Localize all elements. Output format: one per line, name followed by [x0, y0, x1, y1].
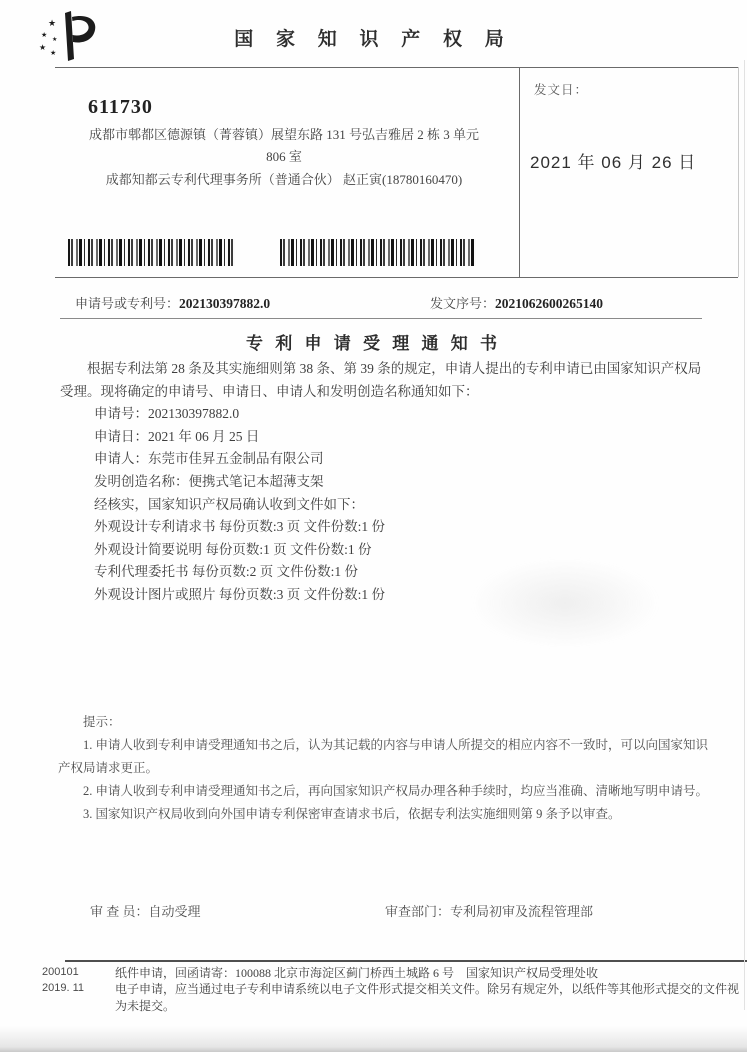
document-item: 外观设计简要说明 每份页数:1 页 文件份数:1 份	[94, 541, 372, 557]
document-item: 外观设计图片或照片 每份页数:3 页 文件份数:1 份	[94, 586, 386, 602]
scan-smudge	[470, 558, 660, 648]
hints-label: 提示：	[83, 715, 121, 729]
department-value: 专利局初审及流程管理部	[450, 904, 594, 919]
hint-item: 3. 国家知识产权局收到向外国申请专利保密审查请求书后，依据专利法实施细则第 9 条予以审查。	[83, 807, 621, 821]
notice-intro: 根据专利法第 28 条及其实施细则第 38 条、第 39 条的规定，申请人提出的专利申请已由国家知识产权局受理。现将确定的申请号、申请日、申请人和发明创造名称通知如下：	[60, 361, 702, 399]
confirm-line: 经核实，国家知识产权局确认收到文件如下：	[94, 496, 364, 512]
examiner-value: 自动受理	[148, 904, 201, 919]
svg-text:★: ★	[39, 43, 47, 52]
department-label: 审查部门：	[385, 904, 451, 919]
footer-form-code: 200101	[42, 966, 79, 978]
dispatch-date-value: 2021 年 06 月 26 日	[530, 153, 697, 172]
footer-paper-filing-note: 纸件申请，回函请寄：100088 北京市海淀区蓟门桥西土城路 6 号 国家知识产权局受理处收	[115, 966, 599, 980]
examiner-label: 审 查 员：	[90, 904, 149, 919]
svg-text:★: ★	[48, 18, 57, 28]
postal-code: 611730	[88, 96, 153, 118]
department-row	[385, 901, 593, 920]
serial-number-value: 2021062600265140	[495, 296, 604, 311]
examiner-row	[90, 901, 201, 920]
hint-item: 1. 申请人收到专利申请受理通知书之后，认为其记载的内容与申请人所提交的相应内容不一致时，可以向国家知识产权局请求更正。	[58, 738, 709, 775]
svg-text:★: ★	[50, 49, 57, 57]
footer-rule	[65, 960, 747, 962]
barcode-left	[68, 239, 235, 266]
field-invention-title: 发明创造名称：便携式笔记本超薄支架	[94, 473, 324, 489]
numbers-bottom-rule	[60, 318, 702, 319]
serial-number-row	[430, 293, 603, 312]
recipient-address-line2: 806 室	[266, 149, 302, 164]
barcode-right	[280, 239, 476, 266]
dispatch-date-label: 发文日：	[534, 83, 589, 97]
header-rule	[55, 67, 738, 68]
document-item: 专利代理委托书 每份页数:2 页 文件份数:1 份	[94, 564, 359, 580]
hint-item: 2. 申请人收到专利申请受理通知书之后，再向国家知识产权局办理各种手续时，均应当准确、清晰地写明申请号。	[83, 784, 709, 798]
recipient-agency-line: 成都知都云专利代理事务所（普通合伙） 赵正寅(18780160470)	[105, 172, 463, 187]
date-box-left-border	[519, 67, 520, 277]
field-application-number: 申请号：202130397882.0	[94, 406, 240, 422]
date-box-right-border	[738, 67, 739, 277]
svg-text:★: ★	[52, 37, 58, 43]
scan-edge-line	[744, 60, 745, 1010]
scan-bottom-shade	[0, 1026, 747, 1052]
application-number-label: 申请号或专利号：	[75, 296, 180, 311]
document-item: 外观设计专利请求书 每份页数:3 页 文件份数:1 份	[94, 519, 386, 535]
footer-electronic-filing-note: 电子申请，应当通过电子专利申请系统以电子文件形式提交相关文件。除另有规定外，以纸件等其他形式提交的文件视为未提交。	[115, 982, 740, 1013]
notice-title: 专 利 申 请 受 理 通 知 书	[246, 334, 501, 353]
recipient-address-line1: 成都市郫都区德源镇（菁蓉镇）展望东路 131 号弘吉雅居 2 栋 3 单元	[88, 127, 479, 142]
serial-number-label: 发文序号：	[430, 296, 496, 311]
application-number-value: 202130397882.0	[179, 296, 271, 311]
field-applicant: 申请人：东莞市佳昇五金制品有限公司	[94, 451, 324, 467]
footer-form-date: 2019. 11	[42, 982, 85, 994]
application-number-row	[75, 293, 270, 312]
org-title: 国 家 知 识 产 权 局	[234, 29, 513, 50]
date-box-bottom-rule	[55, 277, 738, 278]
hints-section	[58, 711, 710, 826]
svg-text:★: ★	[41, 31, 48, 39]
field-application-date: 申请日：2021 年 06 月 25 日	[94, 428, 260, 444]
